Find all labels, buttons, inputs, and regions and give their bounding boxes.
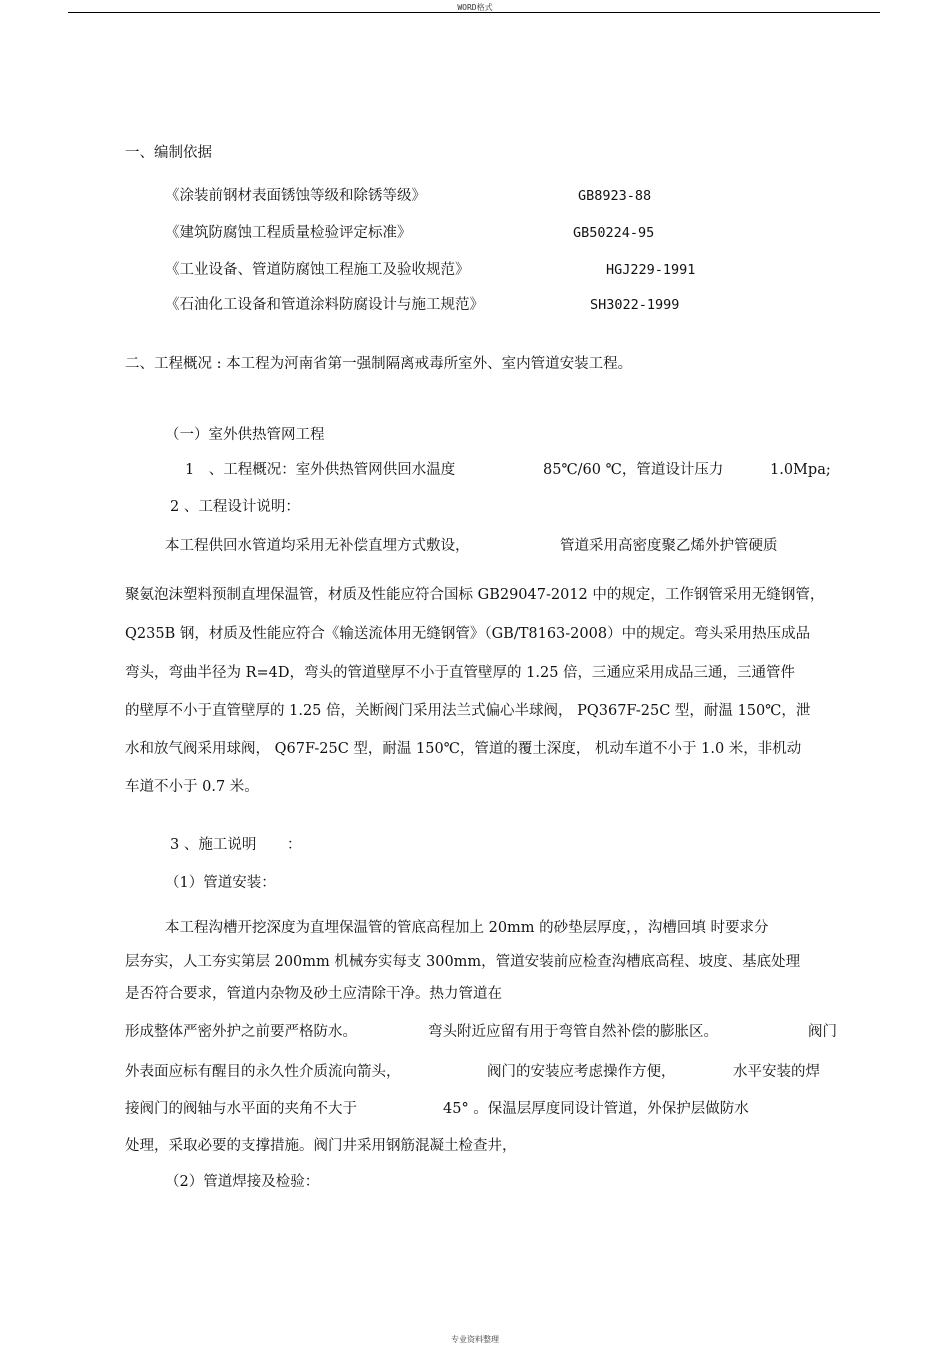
ref-3-code: HGJ229-1991 — [606, 262, 696, 278]
para-3-line-1a: 形成整体严密外护之前要严格防水。 — [125, 1024, 357, 1040]
para-3-line-1c: 阀门 — [808, 1024, 837, 1040]
ref-1-name: 《涂装前钢材表面锈蚀等级和除锈等级》 — [165, 188, 426, 204]
para-1-line: 水和放气阀采用球阀， Q67F-25C 型，耐温 150℃，管道的覆土深度， 机动车道不小于 1.0 米，非机动 — [125, 741, 802, 757]
ref-4-code: SH3022-1999 — [590, 297, 680, 313]
ref-2-code: GB50224-95 — [573, 225, 655, 241]
item-1-pressure: 1.0Mpa; — [770, 462, 831, 478]
item-2-label: 2 、工程设计说明： — [170, 499, 300, 515]
para-1-line: Q235B 钢，材质及性能应符合《输送流体用无缝钢管》（GB/T8163-2008）中的规定。弯头采用热压成品 — [125, 626, 811, 642]
para-2-line: 本工程沟槽开挖深度为直埋保温管的管底高程加上 20mm 的砂垫层厚度，，沟槽回填 时要求分 — [165, 920, 769, 936]
para-3-line-4: 处理，采取必要的支撑措施。阀门井采用钢筋混凝土检查井， — [125, 1138, 517, 1154]
para-1-line: 聚氨泡沫塑料预制直埋保温管，材质及性能应符合国标 GB29047-2012 中的规定，工作钢管采用无缝钢管， — [125, 587, 825, 603]
item-1-temp: 85℃/60 ℃，管道设计压力 — [543, 462, 724, 478]
para-3-line-3a: 接阀门的阀轴与水平面的夹角不大于 — [125, 1101, 357, 1117]
ref-3-name: 《工业设备、管道防腐蚀工程施工及验收规范》 — [165, 262, 470, 278]
para-1-line-1b: 管道采用高密度聚乙烯外护管硬质 — [560, 538, 778, 554]
item-1-label: 1 、工程概况：室外供热管网供回水温度 — [185, 462, 456, 478]
page-header: WORD格式 — [457, 3, 493, 12]
para-1-line: 车道不小于 0.7 米。 — [125, 779, 259, 795]
para-2-line: 是否符合要求，管道内杂物及砂土应清除干净。热力管道在 — [125, 986, 502, 1002]
section-2-title: 二、工程概况 : 本工程为河南省第一强制隔离戒毒所室外、室内管道安装工程。 — [125, 356, 633, 372]
para-2-line: 层夯实，人工夯实第层 200mm 机械夯实每支 300mm，管道安装前应检查沟槽底高程、坡度、基底处理 — [125, 954, 801, 970]
header-rule — [68, 12, 880, 13]
ref-4-name: 《石油化工设备和管道涂料防腐设计与施工规范》 — [165, 297, 484, 313]
para-1-line-1a: 本工程供回水管道均采用无补偿直埋方式敷设， — [165, 538, 470, 554]
para-3-line-2a: 外表面应标有醒目的永久性介质流向箭头， — [125, 1064, 401, 1080]
item-3-label: 3 、施工说明 — [170, 837, 257, 853]
subsection-pipe-install: （1）管道安装： — [165, 875, 276, 891]
section-1-title: 一、编制依据 — [125, 145, 212, 161]
subsection-outdoor-heating: （一）室外供热管网工程 — [165, 427, 325, 443]
para-1-line: 的壁厚不小于直管壁厚的 1.25 倍，关断阀门采用法兰式偏心半球阀， PQ367F-25C 型，耐温 150℃，泄 — [125, 703, 811, 719]
para-3-line-2c: 水平安装的焊 — [733, 1064, 820, 1080]
para-1-line: 弯头，弯曲半径为 R=4D，弯头的管道壁厚不小于直管壁厚的 1.25 倍，三通应采用成品三通，三通管件 — [125, 665, 796, 681]
subsection-pipe-welding: （2）管道焊接及检验： — [165, 1174, 320, 1190]
ref-1-code: GB8923-88 — [578, 188, 652, 204]
item-3-colon: ： — [287, 837, 302, 853]
page-footer: 专业资料整理 — [451, 1335, 499, 1344]
para-3-line-2b: 阀门的安装应考虑操作方便， — [487, 1064, 676, 1080]
para-3-line-1b: 弯头附近应留有用于弯管自然补偿的膨胀区。 — [428, 1024, 718, 1040]
para-3-line-3b: 45° 。保温层厚度同设计管道，外保护层做防水 — [443, 1101, 749, 1117]
ref-2-name: 《建筑防腐蚀工程质量检验评定标准》 — [165, 225, 412, 241]
